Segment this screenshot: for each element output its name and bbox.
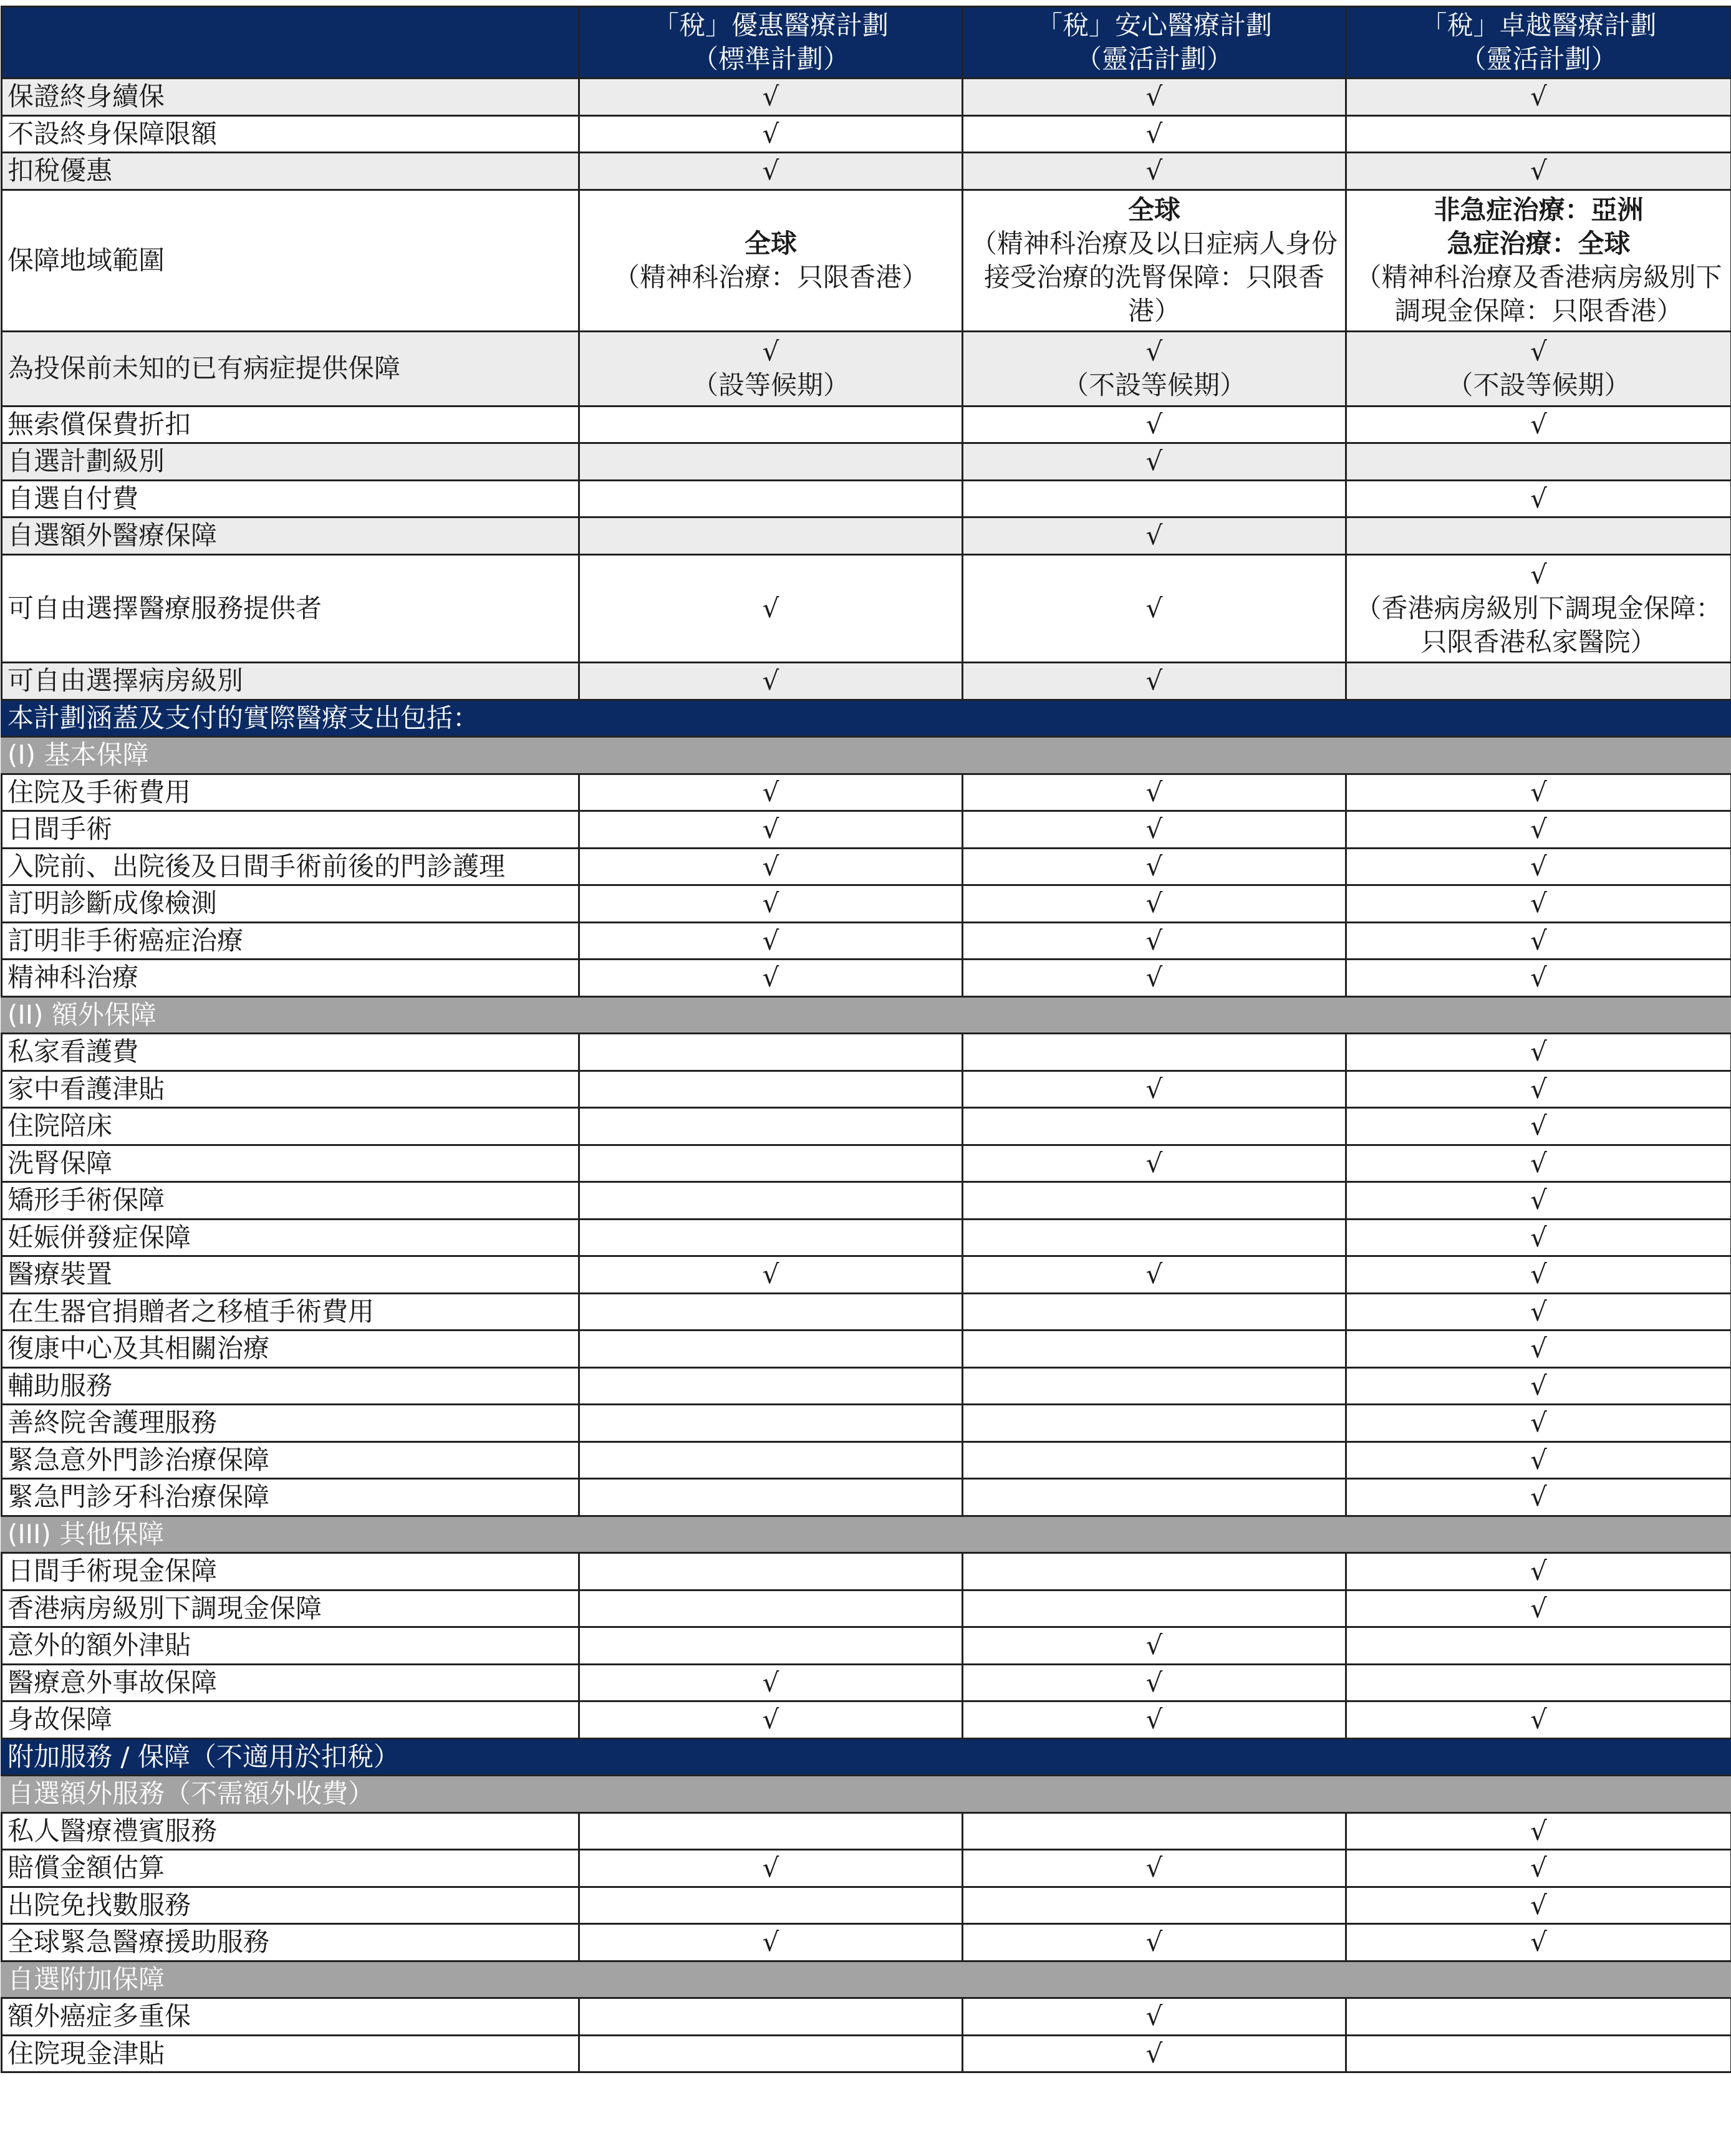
section-header-row	[2, 1738, 1731, 1776]
plan-value-cell	[963, 1553, 1346, 1591]
check-mark-cell: √	[1346, 480, 1731, 517]
check-mark-cell: √	[579, 1701, 963, 1739]
plan-value-cell	[579, 1145, 963, 1182]
plan-value-cell	[963, 1182, 1346, 1220]
section-label: 自選附加保障	[2, 1961, 1731, 1998]
feature-label: 額外癌症多重保	[2, 1998, 579, 2036]
check-mark-cell: √	[963, 1664, 1346, 1701]
feature-label: 入院前、出院後及日間手術前後的門診護理	[2, 848, 579, 885]
plan-comparison-table	[1, 6, 1731, 2073]
table-row	[2, 663, 1731, 700]
plan-value-cell	[579, 1479, 963, 1516]
table-row	[2, 153, 1731, 190]
table-header-row	[2, 7, 1731, 79]
check-mark-cell: √	[963, 554, 1346, 663]
subsection-header-row	[2, 1516, 1731, 1553]
comparison-table-wrapper	[0, 6, 1731, 2073]
section-label: 自選額外服務（不需額外收費）	[2, 1776, 1731, 1813]
feature-label: 訂明非手術癌症治療	[2, 922, 579, 960]
table-row	[2, 1479, 1731, 1516]
feature-label: 在生器官捐贈者之移植手術費用	[2, 1293, 579, 1331]
table-body	[2, 79, 1731, 2072]
feature-label: 日間手術	[2, 811, 579, 849]
table-row	[2, 79, 1731, 116]
check-mark-cell: √	[579, 115, 963, 153]
section-label: 附加服務 / 保障（不適用於扣稅）	[2, 1738, 1731, 1776]
header-plan-flexible-premier: 「稅」卓越醫療計劃 （靈活計劃）	[1346, 7, 1731, 79]
table-row	[2, 406, 1731, 443]
plan-value-cell	[963, 1812, 1346, 1850]
check-mark-cell: √	[1346, 1367, 1731, 1405]
table-row	[2, 922, 1731, 960]
table-row	[2, 517, 1731, 555]
feature-label: 出院免找數服務	[2, 1887, 579, 1924]
feature-label: 意外的額外津貼	[2, 1627, 579, 1665]
plan-value-cell	[579, 1627, 963, 1665]
check-mark-cell: √	[1346, 960, 1731, 997]
plan-value-cell	[963, 1331, 1346, 1368]
plan-value-cell	[579, 1553, 963, 1591]
table-row	[2, 1034, 1731, 1071]
plan-value-cell	[579, 1182, 963, 1220]
check-mark-cell: √	[963, 774, 1346, 811]
feature-label: 保證終身續保	[2, 79, 579, 116]
check-mark-cell: √	[963, 885, 1346, 923]
table-row	[2, 190, 1731, 332]
feature-label: 醫療意外事故保障	[2, 1664, 579, 1701]
feature-label: 精神科治療	[2, 960, 579, 997]
check-mark-cell: √	[1346, 1812, 1731, 1850]
plan-value-cell	[579, 1367, 963, 1405]
check-mark-cell: √	[579, 774, 963, 811]
plan-value-cell	[579, 406, 963, 443]
check-mark-cell: √	[963, 153, 1346, 190]
table-row	[2, 1850, 1731, 1887]
check-mark-cell: √	[963, 2035, 1346, 2072]
feature-label: 輔助服務	[2, 1367, 579, 1405]
plan-value-cell	[963, 1590, 1346, 1627]
plan-value-cell	[963, 480, 1346, 517]
feature-label: 緊急門診牙科治療保障	[2, 1479, 579, 1516]
table-row	[2, 1441, 1731, 1479]
check-mark-cell: √	[579, 1924, 963, 1961]
plan-value-cell	[1346, 115, 1731, 153]
check-mark-cell: √	[1346, 153, 1731, 190]
table-row	[2, 1256, 1731, 1294]
check-mark-cell: √	[963, 960, 1346, 997]
section-header-row	[2, 700, 1731, 737]
subsection-header-row	[2, 737, 1731, 774]
check-mark-cell: √	[963, 443, 1346, 481]
feature-label: 日間手術現金保障	[2, 1553, 579, 1591]
plan-value-cell	[579, 1998, 963, 2036]
plan-value-cell	[963, 1293, 1346, 1331]
plan-value-cell	[579, 1441, 963, 1479]
plan-value-cell	[1346, 517, 1731, 555]
check-mark-cell: √	[963, 79, 1346, 116]
check-mark-cell: √	[1346, 848, 1731, 885]
check-mark-cell: √	[579, 153, 963, 190]
check-mark-cell: √	[963, 517, 1346, 555]
check-mark-cell: √	[963, 663, 1346, 700]
table-row	[2, 1108, 1731, 1145]
check-mark-cell: √	[963, 1924, 1346, 1961]
check-mark-cell: √	[1346, 1405, 1731, 1442]
check-mark-cell: √	[579, 960, 963, 997]
feature-label: 賠償金額估算	[2, 1850, 579, 1887]
check-mark-cell: √	[1346, 1441, 1731, 1479]
section-label: (I) 基本保障	[2, 737, 1731, 774]
table-row	[2, 1182, 1731, 1220]
plan-value-cell	[579, 1331, 963, 1368]
plan-value-cell: √ （香港病房級別下調現金保障：只限香港私家醫院）	[1346, 554, 1731, 663]
feature-label: 家中看護津貼	[2, 1071, 579, 1108]
check-mark-cell: √	[1346, 1850, 1731, 1887]
check-mark-cell: √	[1346, 1553, 1731, 1591]
table-row	[2, 332, 1731, 407]
table-row	[2, 443, 1731, 481]
plan-value-cell: 非急症治療：亞洲 急症治療：全球 （精神科治療及香港病房級別下調現金保障：只限香港）	[1346, 190, 1731, 332]
table-row	[2, 1145, 1731, 1182]
table-row	[2, 1331, 1731, 1368]
table-row	[2, 1553, 1731, 1591]
feature-label: 善終院舍護理服務	[2, 1405, 579, 1442]
check-mark-cell: √	[1346, 79, 1731, 116]
table-row	[2, 1924, 1731, 1961]
feature-label: 私人醫療禮賓服務	[2, 1812, 579, 1850]
plan-value-cell	[963, 1441, 1346, 1479]
check-mark-cell: √	[963, 406, 1346, 443]
check-mark-cell: √	[1346, 1479, 1731, 1516]
check-mark-cell: √	[579, 848, 963, 885]
plan-value-cell	[1346, 2035, 1731, 2072]
check-mark-cell: √	[1346, 1071, 1731, 1108]
check-mark-cell: √	[1346, 1887, 1731, 1924]
table-row	[2, 1219, 1731, 1256]
table-row	[2, 848, 1731, 885]
check-mark-cell: √	[963, 1998, 1346, 2036]
plan-value-cell	[963, 1034, 1346, 1071]
check-mark-cell: √	[963, 1627, 1346, 1665]
check-mark-cell: √	[963, 1256, 1346, 1294]
table-row	[2, 1701, 1731, 1739]
plan-value-cell: 全球 （精神科治療及以日症病人身份接受治療的洗腎保障：只限香港）	[963, 190, 1346, 332]
plan-value-cell	[1346, 1664, 1731, 1701]
header-blank-cell	[2, 7, 579, 79]
table-row	[2, 1071, 1731, 1108]
feature-label: 全球緊急醫療援助服務	[2, 1924, 579, 1961]
feature-label: 保障地域範圍	[2, 190, 579, 332]
check-mark-cell: √	[1346, 1256, 1731, 1294]
check-mark-cell: √	[1346, 1034, 1731, 1071]
subsection-header-row	[2, 1961, 1731, 1998]
table-row	[2, 115, 1731, 153]
header-plan-flexible-assure: 「稅」安心醫療計劃 （靈活計劃）	[963, 7, 1346, 79]
table-row	[2, 774, 1731, 811]
table-row	[2, 1627, 1731, 1665]
table-row	[2, 1998, 1731, 2036]
plan-value-cell	[579, 1034, 963, 1071]
check-mark-cell: √	[1346, 1701, 1731, 1739]
check-mark-cell: √	[579, 922, 963, 960]
table-row	[2, 554, 1731, 663]
feature-label: 身故保障	[2, 1701, 579, 1739]
plan-value-cell: √ （不設等候期）	[963, 332, 1346, 407]
table-row	[2, 1405, 1731, 1442]
feature-label: 住院陪床	[2, 1108, 579, 1145]
check-mark-cell: √	[579, 79, 963, 116]
check-mark-cell: √	[1346, 1108, 1731, 1145]
plan-value-cell	[963, 1108, 1346, 1145]
plan-value-cell	[579, 1293, 963, 1331]
plan-value-cell	[579, 443, 963, 481]
check-mark-cell: √	[1346, 1182, 1731, 1220]
feature-label: 洗腎保障	[2, 1145, 579, 1182]
section-label: 本計劃涵蓋及支付的實際醫療支出包括：	[2, 700, 1731, 737]
feature-label: 訂明診斷成像檢測	[2, 885, 579, 923]
check-mark-cell: √	[1346, 1293, 1731, 1331]
section-label: (II) 額外保障	[2, 996, 1731, 1034]
plan-value-cell	[1346, 1627, 1731, 1665]
check-mark-cell: √	[579, 1664, 963, 1701]
check-mark-cell: √	[963, 1071, 1346, 1108]
feature-label: 矯形手術保障	[2, 1182, 579, 1220]
table-row	[2, 960, 1731, 997]
check-mark-cell: √	[579, 1850, 963, 1887]
table-row	[2, 1664, 1731, 1701]
feature-label: 自選計劃級別	[2, 443, 579, 481]
table-row	[2, 1812, 1731, 1850]
table-row	[2, 1887, 1731, 1924]
check-mark-cell: √	[963, 811, 1346, 849]
header-plan-standard: 「稅」優惠醫療計劃 （標準計劃）	[579, 7, 963, 79]
plan-value-cell	[579, 1887, 963, 1924]
feature-label: 扣稅優惠	[2, 153, 579, 190]
feature-label: 妊娠併發症保障	[2, 1219, 579, 1256]
plan-value-cell	[579, 517, 963, 555]
check-mark-cell: √	[579, 1256, 963, 1294]
feature-label: 復康中心及其相關治療	[2, 1331, 579, 1368]
check-mark-cell: √	[1346, 774, 1731, 811]
plan-value-cell	[579, 480, 963, 517]
plan-value-cell	[579, 1590, 963, 1627]
plan-value-cell	[579, 1108, 963, 1145]
plan-value-cell: √ （不設等候期）	[1346, 332, 1731, 407]
table-row	[2, 1367, 1731, 1405]
check-mark-cell: √	[1346, 922, 1731, 960]
check-mark-cell: √	[579, 554, 963, 663]
check-mark-cell: √	[1346, 1145, 1731, 1182]
table-row	[2, 2035, 1731, 2072]
subsection-header-row	[2, 996, 1731, 1034]
table-row	[2, 1590, 1731, 1627]
table-row	[2, 885, 1731, 923]
check-mark-cell: √	[1346, 1331, 1731, 1368]
check-mark-cell: √	[963, 922, 1346, 960]
plan-value-cell	[579, 2035, 963, 2072]
feature-label: 無索償保費折扣	[2, 406, 579, 443]
section-label: (III) 其他保障	[2, 1516, 1731, 1553]
check-mark-cell: √	[963, 1701, 1346, 1739]
table-row	[2, 1293, 1731, 1331]
check-mark-cell: √	[963, 848, 1346, 885]
check-mark-cell: √	[1346, 1924, 1731, 1961]
check-mark-cell: √	[963, 1145, 1346, 1182]
plan-value-cell	[1346, 663, 1731, 700]
plan-value-cell	[963, 1367, 1346, 1405]
plan-value-cell: 全球 （精神科治療：只限香港）	[579, 190, 963, 332]
table-row	[2, 811, 1731, 849]
feature-label: 為投保前未知的已有病症提供保障	[2, 332, 579, 407]
feature-label: 自選額外醫療保障	[2, 517, 579, 555]
feature-label: 自選自付費	[2, 480, 579, 517]
plan-value-cell: √ （設等候期）	[579, 332, 963, 407]
plan-value-cell	[963, 1405, 1346, 1442]
feature-label: 私家看護費	[2, 1034, 579, 1071]
feature-label: 可自由選擇醫療服務提供者	[2, 554, 579, 663]
plan-value-cell	[579, 1219, 963, 1256]
feature-label: 不設終身保障限額	[2, 115, 579, 153]
feature-label: 住院現金津貼	[2, 2035, 579, 2072]
check-mark-cell: √	[579, 885, 963, 923]
table-row	[2, 480, 1731, 517]
feature-label: 醫療裝置	[2, 1256, 579, 1294]
feature-label: 緊急意外門診治療保障	[2, 1441, 579, 1479]
plan-value-cell	[579, 1405, 963, 1442]
check-mark-cell: √	[579, 663, 963, 700]
check-mark-cell: √	[963, 1850, 1346, 1887]
subsection-header-row	[2, 1776, 1731, 1813]
plan-value-cell	[963, 1887, 1346, 1924]
check-mark-cell: √	[1346, 1219, 1731, 1256]
plan-value-cell	[1346, 443, 1731, 481]
plan-value-cell	[579, 1071, 963, 1108]
feature-label: 可自由選擇病房級別	[2, 663, 579, 700]
feature-label: 香港病房級別下調現金保障	[2, 1590, 579, 1627]
plan-value-cell	[579, 1812, 963, 1850]
check-mark-cell: √	[963, 115, 1346, 153]
feature-label: 住院及手術費用	[2, 774, 579, 811]
check-mark-cell: √	[1346, 406, 1731, 443]
plan-value-cell	[963, 1479, 1346, 1516]
check-mark-cell: √	[579, 811, 963, 849]
plan-value-cell	[963, 1219, 1346, 1256]
check-mark-cell: √	[1346, 811, 1731, 849]
check-mark-cell: √	[1346, 885, 1731, 923]
check-mark-cell: √	[1346, 1590, 1731, 1627]
plan-value-cell	[1346, 1998, 1731, 2036]
